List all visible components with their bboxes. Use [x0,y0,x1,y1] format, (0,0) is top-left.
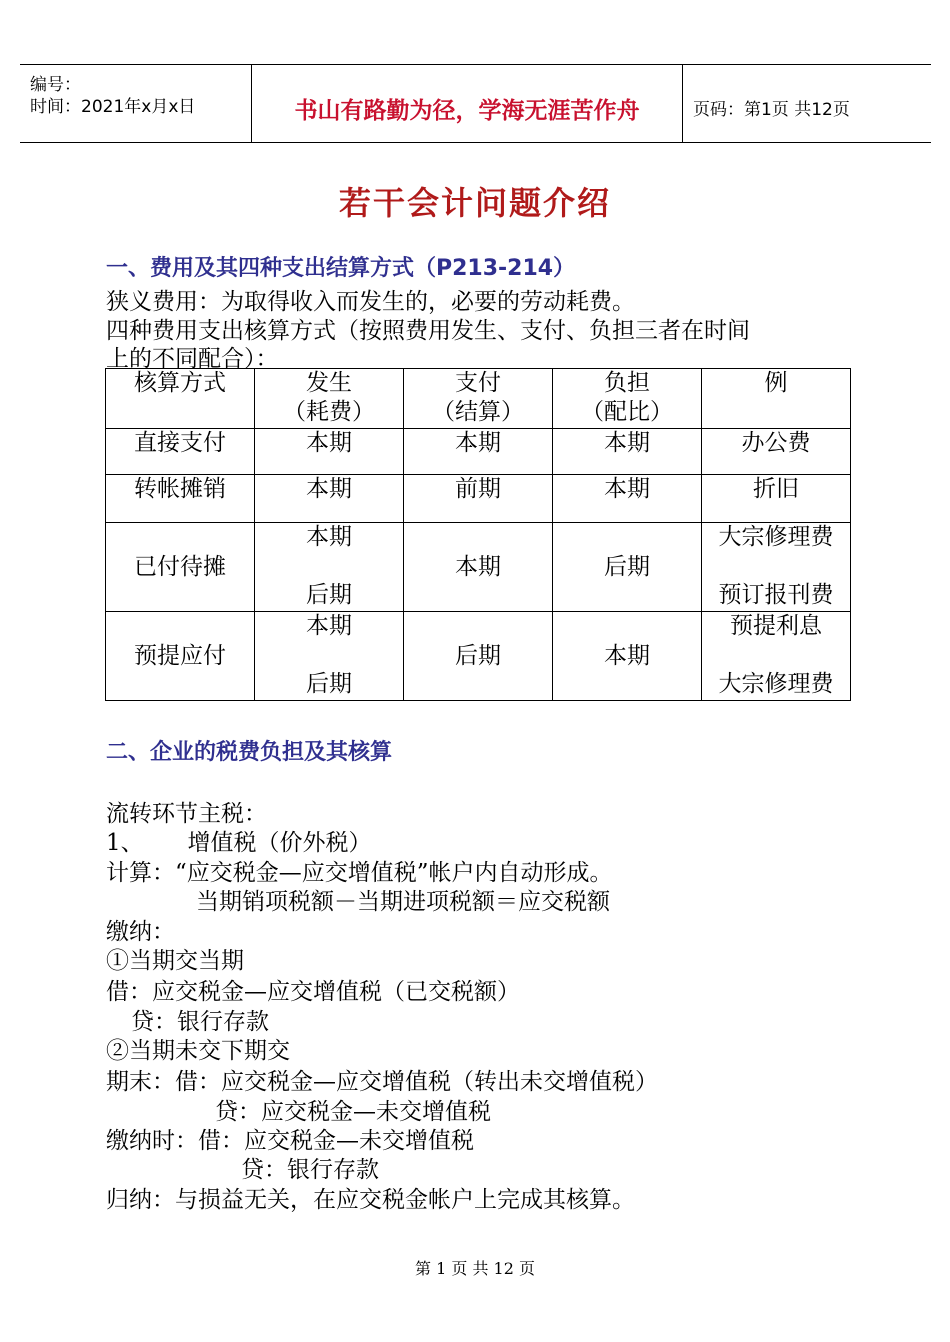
header-top-rule [20,64,931,65]
document-title: 若干会计问题介绍 [338,184,611,222]
table-cell: 本期 [553,612,702,701]
text-line: 期末：借：应交税金—应交增值税（转出未交增值税） [106,1069,658,1095]
text-line: 贷：应交税金—未交增值税 [215,1099,491,1125]
table-cell: 后期 [404,612,553,701]
text-line: ②当期未交下期交 [106,1038,290,1064]
table-cell: 后期 [553,523,702,612]
table-row [106,429,851,475]
header-number-label: 编号： [30,75,81,95]
table-cell: 已付待摊 [106,523,255,612]
table-cell: 前期 [404,475,553,523]
text-line: 当期销项税额－当期进项税额＝应交税额 [196,889,610,915]
table-cell: 本期 [553,475,702,523]
table-cell: 大宗修理费 预订报刊费 [702,523,851,612]
text-line: 计算：“应交税金—应交增值税”帐户内自动形成。 [106,860,613,886]
header-time-label: 时间：2021年x月x日 [30,97,196,117]
header-motto: 书山有路勤为径，学海无涯苦作舟 [294,98,640,124]
table-cell: 本期 后期 [255,523,404,612]
text-line: 借：应交税金—应交增值税（已交税额） [106,979,520,1005]
accounting-methods-table [105,368,851,701]
section1-line1: 狭义费用：为取得收入而发生的，必要的劳动耗费。 [106,289,635,315]
table-row [106,475,851,523]
text-line: 流转环节主税： [106,801,267,827]
text-line: 缴纳： [106,919,175,945]
text-line: ①当期交当期 [106,948,244,974]
text-line: 缴纳时：借：应交税金—未交增值税 [106,1128,474,1154]
table-cell: 办公费 [702,429,851,475]
table-row [106,612,851,701]
table-cell: 本期 [255,429,404,475]
text-line: 归纳：与损益无关，在应交税金帐户上完成其核算。 [106,1187,635,1213]
table-cell: 预提应付 [106,612,255,701]
header-divider-right [682,64,683,143]
table-cell: 本期 后期 [255,612,404,701]
table-cell: 转帐摊销 [106,475,255,523]
table-header-cell: 发生 （耗费） [255,369,404,429]
section1-line2: 四种费用支出核算方式（按照费用发生、支付、负担三者在时间 [106,318,750,344]
table-header-row [106,369,851,429]
table-header-cell: 负担 （配比） [553,369,702,429]
page-footer: 第 1 页 共 12 页 [415,1259,535,1278]
text-line: 贷：银行存款 [131,1009,269,1035]
table-cell: 本期 [404,429,553,475]
table-cell: 本期 [404,523,553,612]
table-header-cell: 支付 （结算） [404,369,553,429]
text-line: 1、 增值税（价外税） [106,830,372,856]
table-cell: 折旧 [702,475,851,523]
table-cell: 预提利息 大宗修理费 [702,612,851,701]
text-line: 贷：银行存款 [241,1157,379,1183]
table-cell: 直接支付 [106,429,255,475]
table-header-cell: 例 [702,369,851,429]
table-cell: 本期 [255,475,404,523]
table-cell: 本期 [553,429,702,475]
section1-line3: 上的不同配合）： [106,346,279,372]
table-header-cell: 核算方式 [106,369,255,429]
header-page-info: 页码：第1页 共12页 [693,100,850,120]
table-row [106,523,851,612]
header-bottom-rule [20,142,931,143]
section1-heading: 一、费用及其四种支出结算方式（P213-214） [106,256,576,281]
section2-heading: 二、企业的税费负担及其核算 [106,740,393,765]
